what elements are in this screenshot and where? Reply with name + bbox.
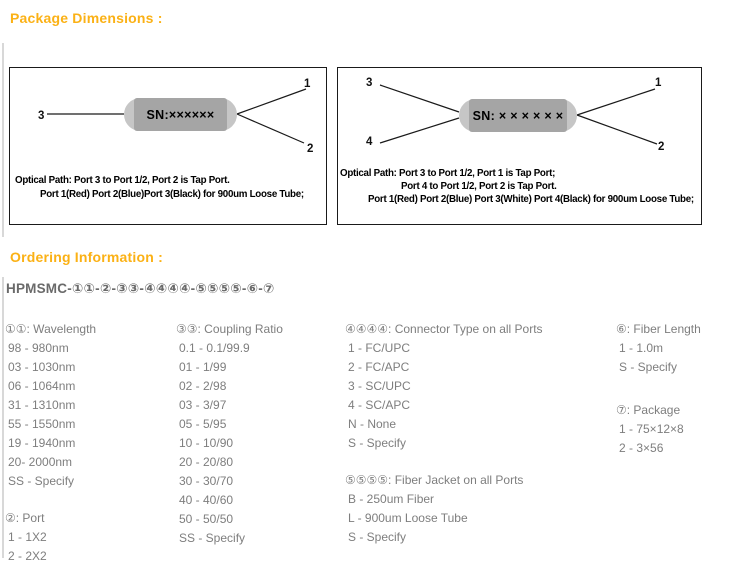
optical-path-note: Optical Path: Port 3 to Port 1/2, Port 2 is Tap Port. bbox=[15, 174, 230, 186]
ordering-item: 30 - 30/70 bbox=[179, 474, 234, 488]
ordering-item: 01 - 1/99 bbox=[179, 360, 227, 374]
ordering-item: 3 - SC/UPC bbox=[348, 379, 411, 393]
ordering-item: 2 - 2X2 bbox=[8, 549, 47, 563]
ordering-group bbox=[616, 401, 743, 458]
ordering-item: SS - Specify bbox=[179, 531, 246, 545]
content-left-border bbox=[2, 43, 4, 237]
ordering-item: 03 - 3/97 bbox=[179, 398, 227, 412]
ordering-group bbox=[5, 509, 170, 566]
ordering-item: 0.1 - 0.1/99.9 bbox=[179, 341, 250, 355]
ordering-item: 1 - FC/UPC bbox=[348, 341, 411, 355]
optical-path-note: Port 1(Red) Port 2(Blue)Port 3(Black) for 900um Loose Tube; bbox=[40, 188, 304, 200]
ordering-item: 20 - 20/80 bbox=[179, 455, 234, 469]
package-diagram-1x2 bbox=[9, 67, 327, 225]
ordering-information-heading: Ordering Information : bbox=[10, 249, 163, 265]
ordering-group-header: ③③: Coupling Ratio bbox=[176, 322, 283, 336]
package-diagram-2x2 bbox=[337, 67, 702, 225]
ordering-group-header: ⑦: Package bbox=[616, 403, 681, 417]
ordering-group bbox=[345, 471, 610, 547]
ordering-item: 31 - 1310nm bbox=[8, 398, 76, 412]
port-label: 1 bbox=[304, 78, 311, 90]
port-label: 3 bbox=[366, 77, 373, 89]
ordering-group-header: ⑤⑤⑤⑤: Fiber Jacket on all Ports bbox=[345, 473, 524, 487]
ordering-item: 1 - 1X2 bbox=[8, 530, 47, 544]
ordering-item: 20- 2000nm bbox=[8, 455, 73, 469]
port-label: 3 bbox=[38, 110, 45, 122]
ordering-column bbox=[5, 320, 170, 566]
part-number-template: HPMSMC-①①-②-③③-④④④④-⑤⑤⑤⑤-⑥-⑦ bbox=[6, 281, 275, 296]
ordering-item: 05 - 5/95 bbox=[179, 417, 227, 431]
ordering-column bbox=[345, 320, 610, 547]
content-left-border bbox=[2, 277, 4, 558]
ordering-column bbox=[176, 320, 338, 548]
ordering-item: 06 - 1064nm bbox=[8, 379, 76, 393]
ordering-group-header: ①①: Wavelength bbox=[5, 322, 97, 336]
ordering-group-header: ⑥: Fiber Length bbox=[616, 322, 701, 336]
ordering-item: 55 - 1550nm bbox=[8, 417, 76, 431]
ordering-group bbox=[5, 320, 170, 491]
ordering-item: L - 900um Loose Tube bbox=[348, 511, 468, 525]
ordering-item: 2 - 3×56 bbox=[619, 441, 664, 455]
ordering-item: N - None bbox=[348, 417, 397, 431]
ordering-column bbox=[616, 320, 743, 458]
ordering-group bbox=[176, 320, 338, 548]
ordering-item: 2 - FC/APC bbox=[348, 360, 410, 374]
ordering-group-header: ②: Port bbox=[5, 511, 45, 525]
ordering-group bbox=[616, 320, 743, 377]
ordering-item: 02 - 2/98 bbox=[179, 379, 227, 393]
splitter-body bbox=[459, 99, 577, 132]
splitter-body bbox=[124, 98, 237, 131]
ordering-item: 10 - 10/90 bbox=[179, 436, 234, 450]
ordering-item: SS - Specify bbox=[8, 474, 75, 488]
ordering-item: 1 - 75×12×8 bbox=[619, 422, 684, 436]
ordering-item: S - Specify bbox=[619, 360, 678, 374]
ordering-item: 19 - 1940nm bbox=[8, 436, 76, 450]
ordering-item: 03 - 1030nm bbox=[8, 360, 76, 374]
optical-path-note: Port 4 to Port 1/2, Port 2 is Tap Port. bbox=[401, 180, 557, 192]
ordering-item: 1 - 1.0m bbox=[619, 341, 664, 355]
serial-number-label: SN:×××××× bbox=[134, 98, 227, 131]
optical-path-note: Optical Path: Port 3 to Port 1/2, Port 1 is Tap Port; bbox=[340, 167, 556, 179]
ordering-item: 98 - 980nm bbox=[8, 341, 69, 355]
package-dimensions-heading: Package Dimensions : bbox=[10, 10, 163, 26]
port-label: 2 bbox=[307, 143, 314, 155]
ordering-item: S - Specify bbox=[348, 530, 407, 544]
serial-number-label: SN: × × × × × × bbox=[469, 99, 567, 132]
port-label: 1 bbox=[655, 77, 662, 89]
ordering-item: S - Specify bbox=[348, 436, 407, 450]
port-label: 2 bbox=[658, 141, 665, 153]
ordering-item: 50 - 50/50 bbox=[179, 512, 234, 526]
ordering-item: 4 - SC/APC bbox=[348, 398, 411, 412]
ordering-item: 40 - 40/60 bbox=[179, 493, 234, 507]
port-label: 4 bbox=[366, 136, 373, 148]
optical-path-note: Port 1(Red) Port 2(Blue) Port 3(White) Port 4(Black) for 900um Loose Tube; bbox=[368, 193, 694, 205]
ordering-group-header: ④④④④: Connector Type on all Ports bbox=[345, 322, 543, 336]
fiber-lines-drawing bbox=[10, 68, 328, 226]
ordering-group bbox=[345, 320, 610, 453]
ordering-item: B - 250um Fiber bbox=[348, 492, 435, 506]
